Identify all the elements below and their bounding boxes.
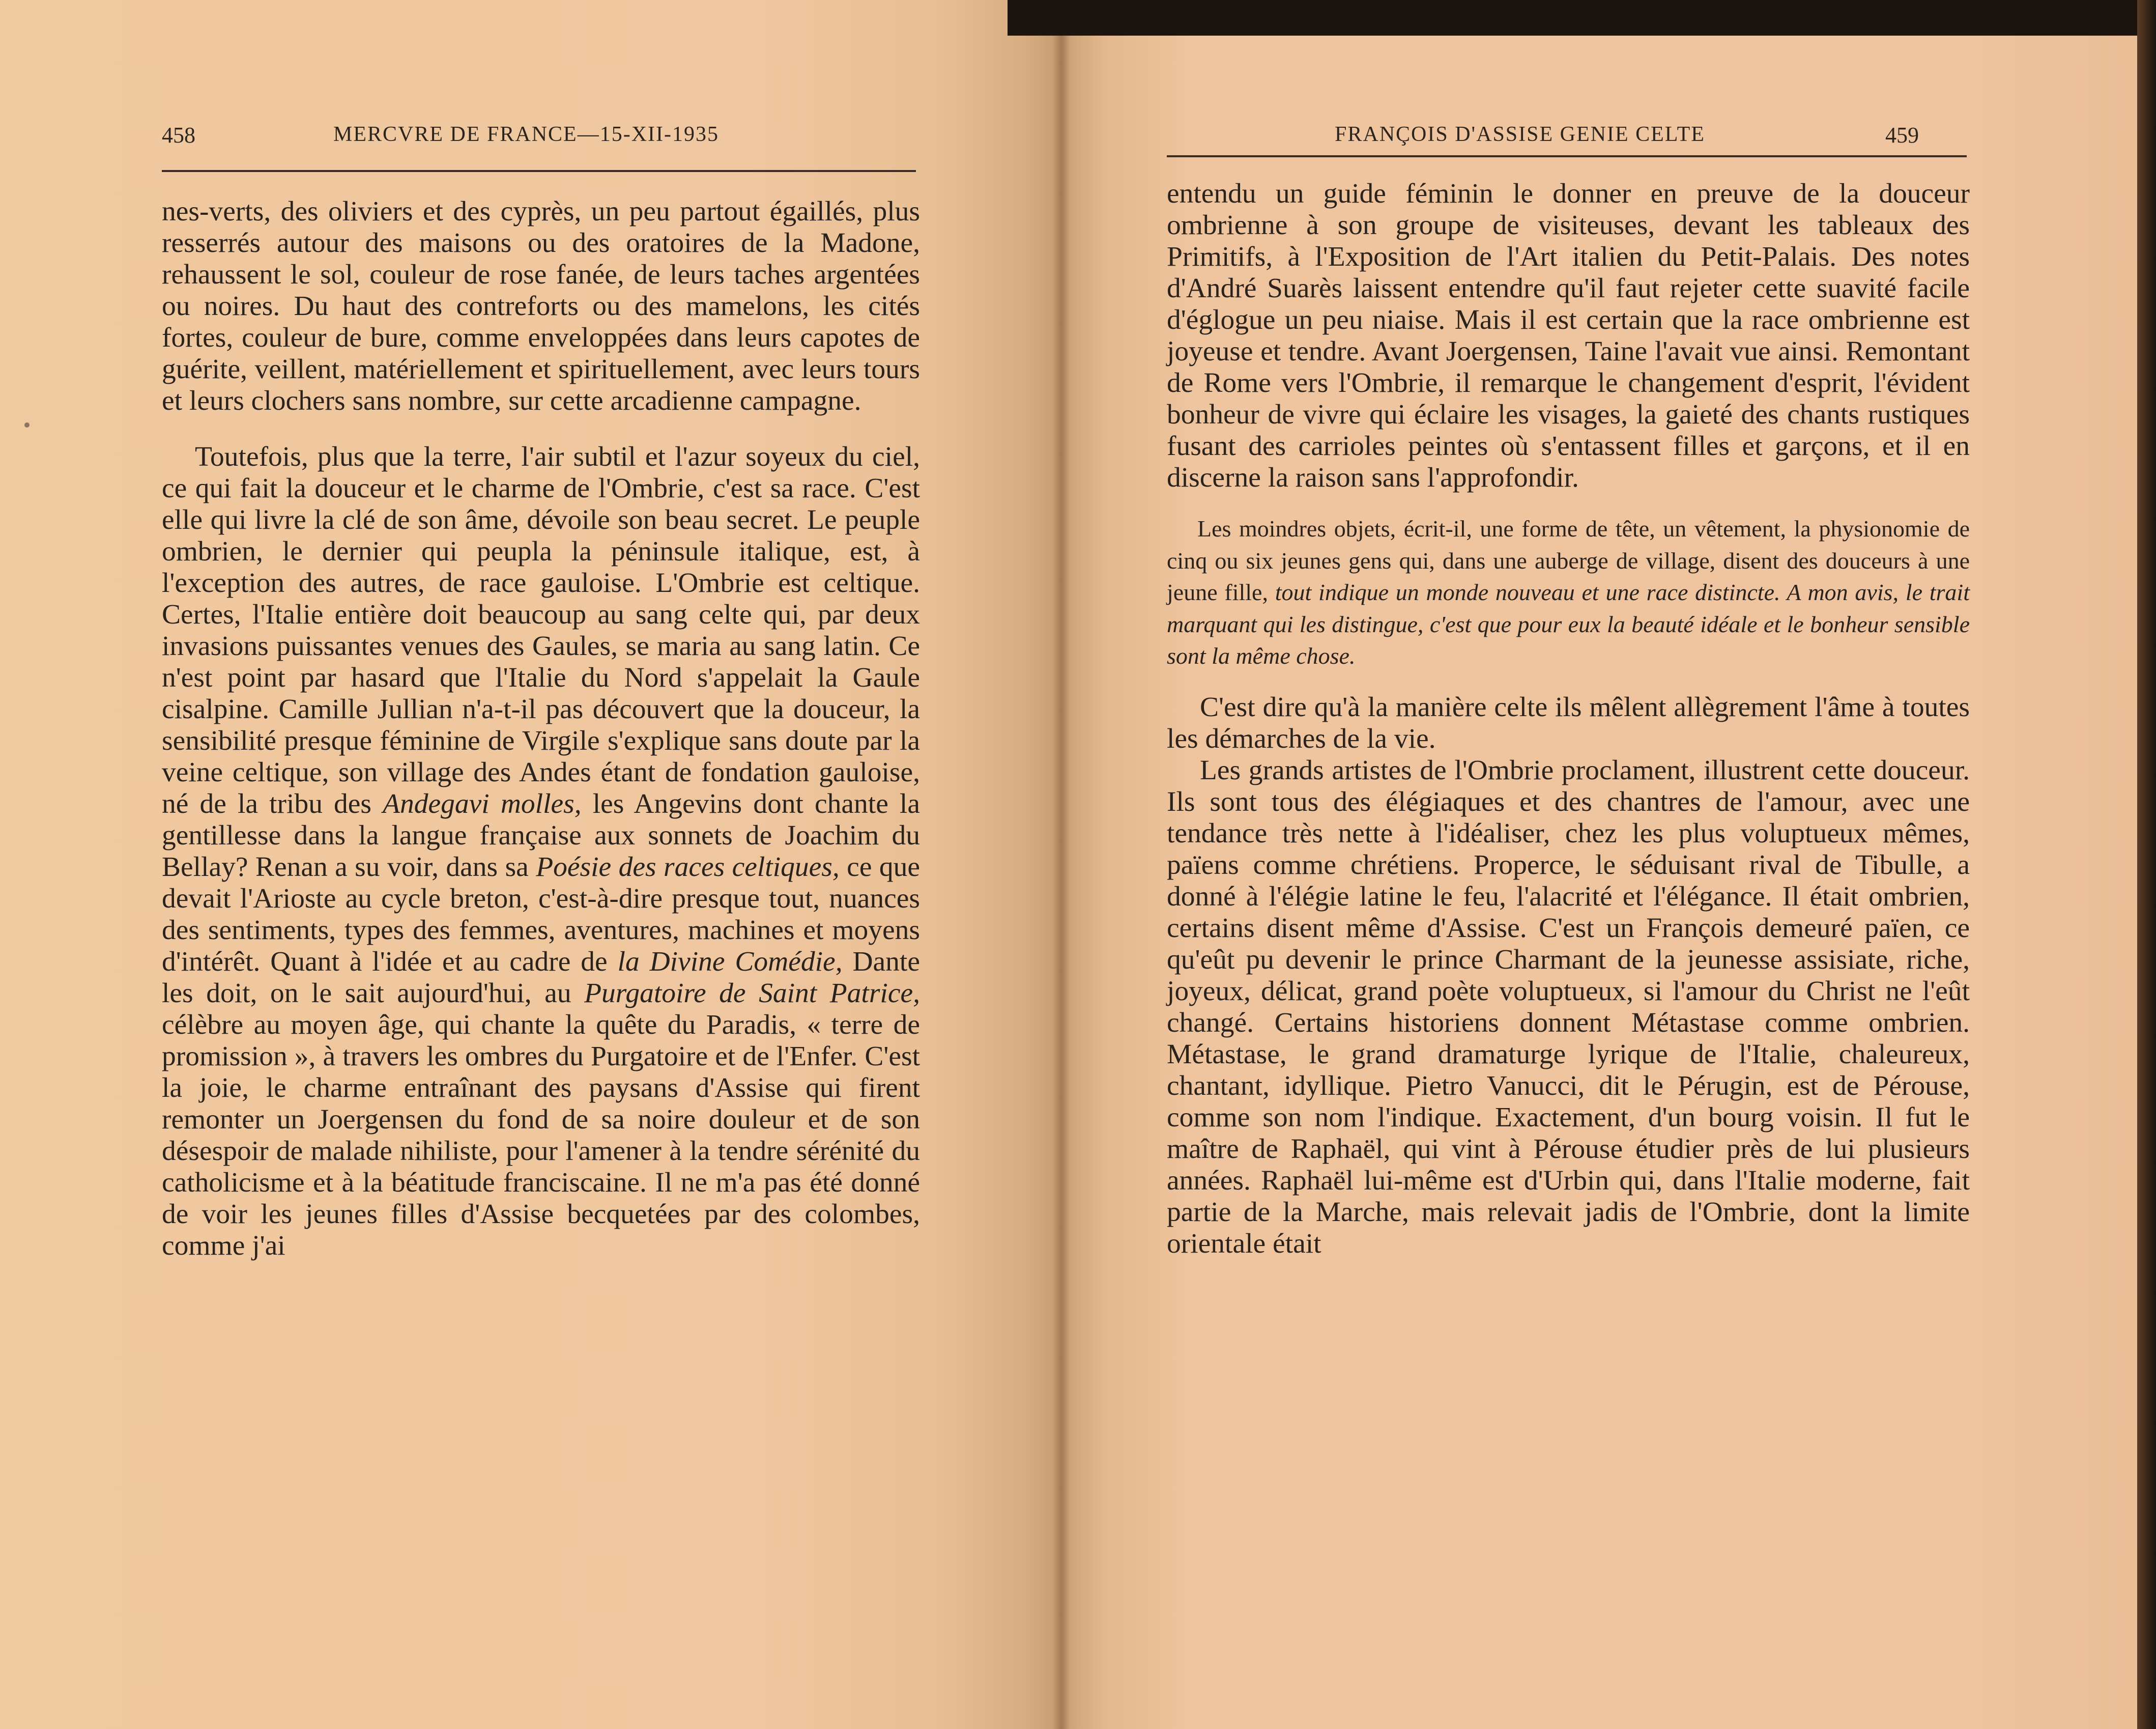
left-running-head: MERCVRE DE FRANCE—15-XII-1935 <box>333 123 719 146</box>
right-text-segment: Les grands artistes de l'Ombrie proclament, illustrent cette douceur. Ils sont tous des élégiaques et des chantres de l'amour, avec une tendance très nette à l'idéaliser, chez les plus voluptueux mêmes, païens comme chrétiens. Properce, le séduisant rival de Tibulle, a donné à l'élégie latine le feu, l'alacrité et l'élégance. Il était ombrien, certains disent même d'Assise. C'est un François demeuré païen, ce qu'eût pu devenir le prince Charmant de la jeunesse assisiate, riche, joyeux, délicat, grand poète voluptueux, si l'amour du Christ ne l'eût changé. Certains historiens donnent Métastase comme ombrien. Métastase, le grand dramaturge lyrique de l'Italie, chaleureux, chantant, idyllique. Pietro Vanucci, dit le Pérugin, est de Pérouse, comme son nom l'indique. Exactement, d'un bourg voisin. Il fut le maître de Raphaël, qui vint à Pérouse étudier près de lui plusieurs années. Raphaël lui-même est d'Urbin qui, dans l'Italie moderne, fait partie de la Marche, mais relevait jadis de l'Ombrie, dont la limite orientale était <box>1167 754 1970 1259</box>
left-text-segment: la Divine Comédie, <box>617 946 843 977</box>
right-paragraph-2 <box>1167 692 1970 755</box>
right-running-head: FRANÇOIS D'ASSISE GENIE CELTE <box>1335 123 1705 146</box>
left-header-rule <box>162 170 916 172</box>
left-text-segment: Dante les doit, on le sait aujourd'hui, au <box>162 946 920 1009</box>
right-paragraph-3 <box>1167 755 1970 1260</box>
book-gutter <box>1052 0 1071 1729</box>
left-text-segment: célèbre au moyen âge, qui chante la quête du Paradis, « terre de promission », à travers les ombres du Purgatoire et de l'Enfer. C'est la joie, le charme entraînant des paysans d'Assise qui firent remonter un Joergensen du fond de sa noire douleur et de son désespoir de malade nihiliste, pour l'amener à la tendre sérénité du catholicisme et à la béatitude franciscaine. Il ne m'a pas été donné de voir les jeunes filles d'Assise becquetées par des colombes, comme j'ai <box>162 1009 920 1261</box>
right-text-segment: C'est dire qu'à la manière celte ils mêlent allègrement l'âme à toutes les démarches de la vie. <box>1167 691 1970 754</box>
right-page-number: 459 <box>1885 123 1919 148</box>
left-text-column <box>162 196 920 1262</box>
quote-text-segment: tout indique un monde nouveau et une race distincte. A mon avis, le trait marquant qui les distingue, c'est que pour eux la beauté idéale et le bonheur sensible sont la même chose. <box>1167 579 1970 669</box>
right-page <box>1061 0 2156 1729</box>
left-text-segment: Poésie des races celtiques, <box>536 852 840 883</box>
left-paragraph-2 <box>162 441 920 1262</box>
background-edge-right <box>2137 0 2156 1729</box>
right-text-segment: entendu un guide féminin le donner en preuve de la douceur ombrienne à son groupe de visiteuses, devant les tableaux des Primitifs, à l'Exposition de l'Art italien du Petit-Palais. Des notes d'André Suarès laissent entendre qu'il faut rejeter cette suavité facile d'églogue un peu niaise. Mais il est certain que la race ombrienne est joyeuse et tendre. Avant Joergensen, Taine l'avait vue ainsi. Remontant de Rome vers l'Ombrie, il remarque le changement d'esprit, l'évident bonheur de vivre qui éclaire les visages, la gaieté des chants rustiques fusant des carrioles peintes où s'entassent filles et garçons, et il en discerne la raison sans l'approfondir. <box>1167 178 1970 493</box>
background-edge-top <box>1008 0 2156 36</box>
right-text-column <box>1167 178 1970 1260</box>
quote-text-segment: Les moindres objets, écrit-il, une forme de tête, un vêtement, la physionomie de cinq ou six jeunes gens qui, dans une auberge de village, disent des douceurs à une jeune fille, <box>1167 516 1970 605</box>
left-page-number: 458 <box>162 123 195 148</box>
left-text-segment: Andegavi molles, <box>383 788 582 819</box>
left-text-segment: Purgatoire de Saint Patrice, <box>584 978 920 1009</box>
right-header-rule <box>1167 155 1967 157</box>
left-paragraph-1 <box>162 196 920 417</box>
page-speck <box>24 422 30 428</box>
left-text-segment: Toutefois, plus que la terre, l'air subtil et l'azur soyeux du ciel, ce qui fait la douceur et le charme de l'Ombrie, c'est sa race. C'est elle qui livre la clé de son âme, dévoile son beau secret. Le peuple ombrien, le dernier qui peupla la péninsule italique, est, à l'exception des autres, de race gauloise. L'Ombrie est celtique. Certes, l'Italie entière doit beaucoup au sang celte qui, par deux invasions puissantes venues des Gaules, se maria au sang latin. Ce n'est point par hasard que l'Italie du Nord s'appelait la Gaule cisalpine. Camille Jullian n'a-t-il pas découvert que la douceur, la sensibilité presque féminine de Virgile s'explique sans doute par la veine celtique, son village des Andes étant de fondation gauloise, né de la tribu des <box>162 441 920 819</box>
left-text-segment: les Angevins dont chante la gentillesse dans la langue française aux sonnets de Joachim du Bellay? Renan a su voir, dans sa <box>162 788 920 883</box>
left-text-segment: ce que devait l'Arioste au cycle breton, c'est-à-dire presque tout, nuances des sentiments, types des femmes, aventures, machines et moyens d'intérêt. Quant à l'idée et au cadre de <box>162 852 921 977</box>
right-block-quote <box>1167 513 1970 672</box>
left-page <box>0 0 1061 1729</box>
right-paragraph-1 <box>1167 178 1970 494</box>
left-text-segment: nes-verts, des oliviers et des cyprès, un peu partout égaillés, plus resserrés autour des maisons ou des oratoires de la Madone, rehaussent le sol, couleur de rose fanée, de leurs taches argentées ou noires. Du haut des contreforts ou des mamelons, les cités fortes, couleur de bure, comme enveloppées dans leurs capotes de guérite, veillent, matériellement et spirituellement, avec leurs tours et leurs clochers sans nombre, sur cette arcadienne campagne. <box>162 196 920 416</box>
